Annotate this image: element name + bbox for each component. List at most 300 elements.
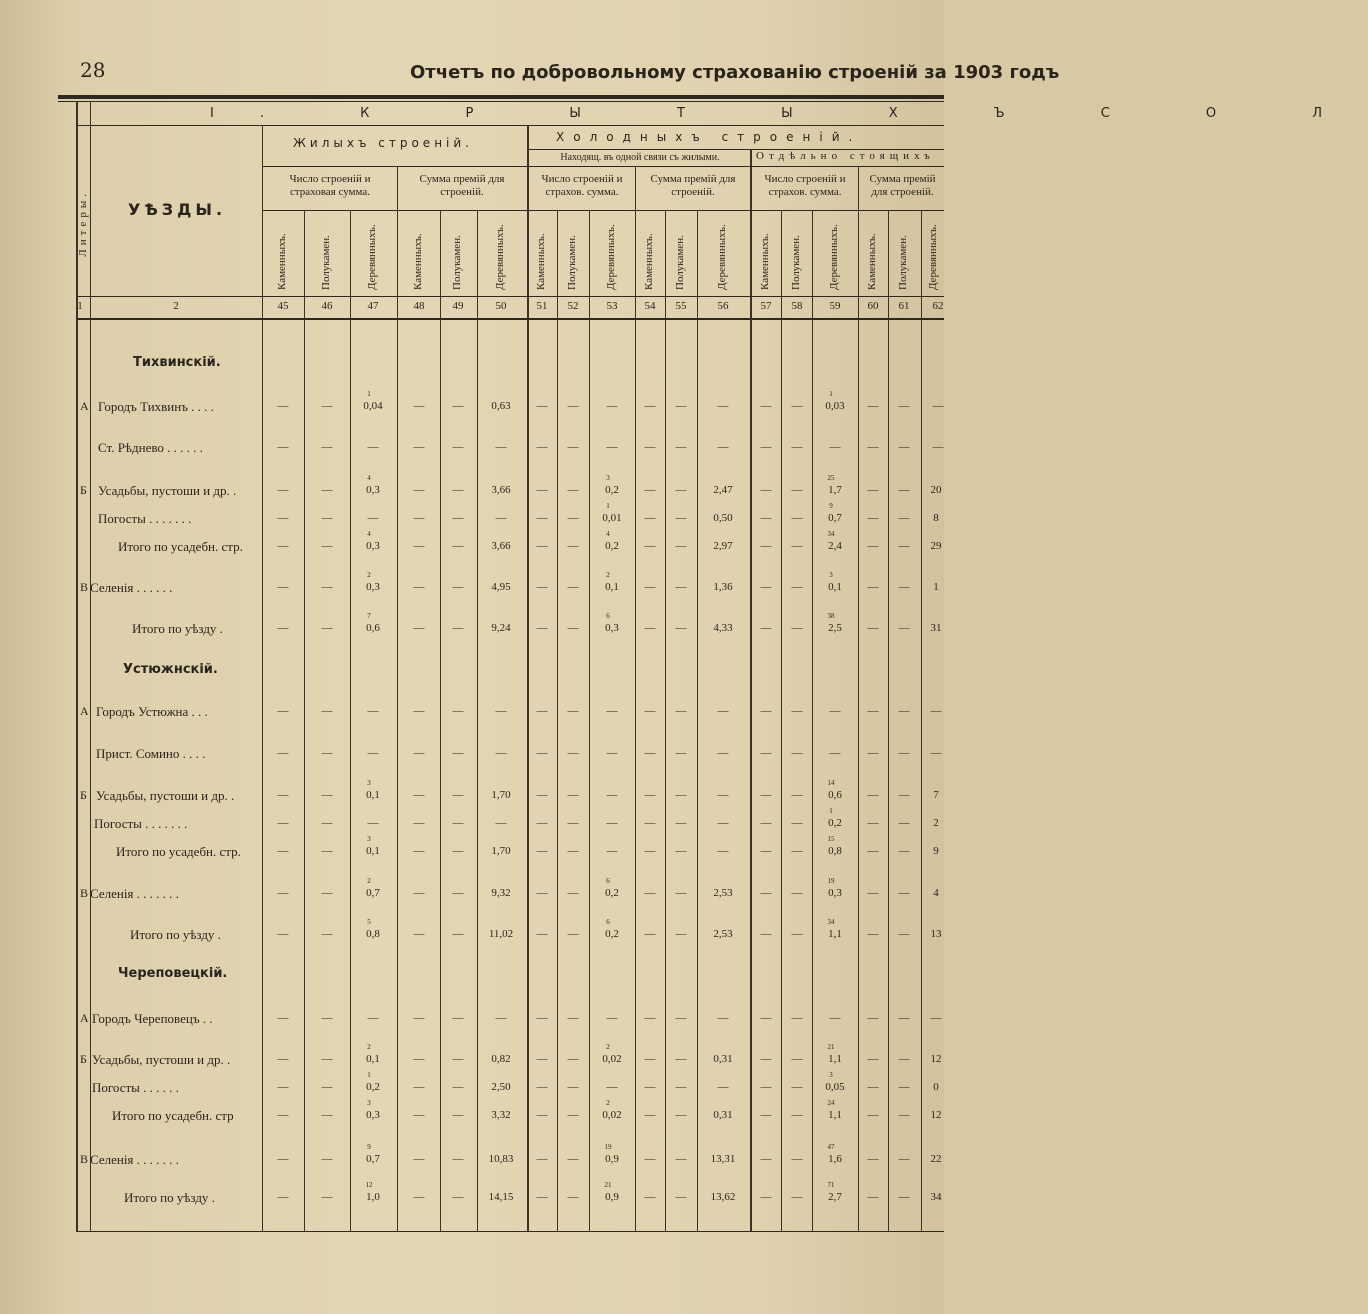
value-cell: 1 [933,581,939,593]
value-cell: 0,1 [605,581,619,593]
empty-cell: — [644,1081,656,1093]
empty-cell: — [675,400,687,412]
header-rule [76,318,944,320]
empty-cell: — [277,705,289,717]
row-label: Итого по усадебн. стр. [116,844,241,859]
column-number: 53 [606,300,618,312]
row-letter: В [80,886,89,900]
top-rule-thin [58,101,944,102]
empty-cell: — [644,817,656,829]
empty-cell: — [644,845,656,857]
empty-cell: — [536,845,548,857]
empty-cell: — [452,1012,464,1024]
row-letter: Б [80,788,87,802]
empty-cell: — [452,705,464,717]
empty-cell: — [413,441,425,453]
empty-cell: — [413,845,425,857]
empty-cell: — [452,789,464,801]
empty-cell: — [791,928,803,940]
count-superscript: 6 [606,877,610,885]
value-cell: 0,9 [605,1153,619,1165]
empty-cell: — [717,441,729,453]
row-label: Итого по уѣзду . [132,621,223,636]
empty-cell: — [567,747,579,759]
row-letter: В [80,580,89,594]
value-cell: — [930,747,942,759]
value-cell: 0,6 [828,789,842,801]
value-cell: 0,01 [602,512,622,524]
empty-cell: — [717,400,729,412]
empty-cell: — [277,845,289,857]
empty-cell: — [898,845,910,857]
empty-cell: — [867,1053,879,1065]
count-superscript: 15 [827,835,835,843]
count-superscript: 4 [367,474,371,482]
value-cell: 1,1 [828,928,842,940]
empty-cell: — [675,441,687,453]
empty-cell: — [321,1053,333,1065]
empty-cell: — [644,789,656,801]
empty-cell: — [277,622,289,634]
count-superscript: 4 [606,530,610,538]
empty-cell: — [791,705,803,717]
value-cell: 0,1 [366,845,380,857]
empty-cell: — [675,887,687,899]
value-cell: 9 [933,845,939,857]
empty-cell: — [536,1081,548,1093]
col-rule [350,210,351,1231]
empty-cell: — [567,845,579,857]
empty-cell: — [791,441,803,453]
empty-cell: — [321,540,333,552]
empty-cell: — [567,789,579,801]
column-number: 54 [644,300,656,312]
empty-cell: — [567,441,579,453]
value-cell: — [606,747,618,759]
page-number: 28 [80,58,106,82]
row-letter: Б [80,483,87,497]
empty-cell: — [898,1153,910,1165]
col-rule [440,210,441,1231]
empty-cell: — [760,1012,772,1024]
empty-cell: — [321,705,333,717]
count-superscript: 3 [829,1071,833,1079]
empty-cell: — [791,400,803,412]
empty-cell: — [606,441,618,453]
col-rule [781,210,782,1231]
value-cell: 0,2 [605,540,619,552]
top-rule [58,95,944,99]
empty-cell: — [321,789,333,801]
value-cell: — [367,512,379,524]
column-number: 1 [77,300,83,312]
empty-cell: — [413,1081,425,1093]
empty-cell: — [644,400,656,412]
value-cell: 0,02 [602,1109,622,1121]
empty-cell: — [536,484,548,496]
value-cell: 0,50 [713,512,733,524]
value-cell: 13 [930,928,942,940]
count-superscript: 3 [367,835,371,843]
value-cell: 0,31 [713,1109,733,1121]
empty-cell: — [277,1081,289,1093]
empty-cell: — [898,622,910,634]
count-sum-header-3: Число строеній и страхов. сумма. [764,173,846,198]
section-title-cherepovets: Череповецкій. [118,966,228,981]
value-cell: 4 [933,887,939,899]
empty-cell: — [867,581,879,593]
empty-cell: — [277,484,289,496]
row-label: Ст. Рѣднево . . . . . . [98,440,203,455]
empty-cell: — [321,581,333,593]
empty-cell: — [760,441,772,453]
count-superscript: 6 [606,918,610,926]
empty-cell: — [452,1081,464,1093]
empty-cell: — [791,1153,803,1165]
column-number: 49 [452,300,464,312]
value-cell: 1,36 [713,581,733,593]
column-number: 55 [675,300,687,312]
row-label: Усадьбы, пустоши и др. . [96,788,235,803]
value-cell: 2,97 [713,540,733,552]
value-cell: 0,1 [366,1053,380,1065]
row-label: Усадьбы, пустоши и др. . [92,1052,231,1067]
premium-header-1: Сумма премій для строеній. [419,173,505,198]
empty-cell: — [675,1081,687,1093]
value-cell: — [495,817,507,829]
empty-cell: — [675,705,687,717]
running-head: Отчетъ по добровольному страхованію строеній за 1903 годъ [410,62,1060,83]
empty-cell: — [277,887,289,899]
column-header-col_polu: Полукамен. [566,235,578,290]
empty-cell: — [867,845,879,857]
empty-cell: — [867,789,879,801]
header-rule [76,296,944,297]
value-cell: — [829,441,841,453]
empty-cell: — [791,1109,803,1121]
empty-cell: — [791,1053,803,1065]
column-number: 59 [829,300,841,312]
value-cell: — [367,747,379,759]
empty-cell: — [791,845,803,857]
empty-cell: — [760,928,772,940]
value-cell: — [717,705,729,717]
sub-connected: Находящ. въ одной связи съ жилыми. [560,152,720,163]
empty-cell: — [321,400,333,412]
count-superscript: 4 [367,530,371,538]
count-superscript: 12 [365,1181,373,1189]
count-superscript: 2 [606,571,610,579]
value-cell: 0,3 [366,484,380,496]
col-rule [750,149,752,1231]
group-cold: Холодныхъ строеній. [556,130,862,144]
empty-cell: — [536,400,548,412]
value-cell: 1,70 [491,845,511,857]
column-header-col_polu: Полукамен. [320,235,332,290]
row-label: Итого по усадебн. стр. [118,539,243,554]
column-header-col_der: Деревянныхъ. [366,224,378,290]
empty-cell: — [536,540,548,552]
value-cell: 3,66 [491,540,511,552]
empty-cell: — [413,705,425,717]
empty-cell: — [536,581,548,593]
empty-cell: — [277,1109,289,1121]
value-cell: 0,6 [366,622,380,634]
value-cell: 31 [930,622,942,634]
col-rule [697,210,698,1231]
empty-cell: — [277,789,289,801]
empty-cell: — [567,540,579,552]
column-header-col_kam: Каменныхъ. [276,233,288,290]
count-superscript: 1 [367,1071,371,1079]
column-header-col_polu: Полукамен. [897,235,909,290]
empty-cell: — [452,1191,464,1203]
empty-cell: — [867,747,879,759]
value-cell: 0,63 [491,400,511,412]
empty-cell: — [413,622,425,634]
empty-cell: — [898,484,910,496]
empty-cell: — [675,928,687,940]
empty-cell: — [898,581,910,593]
count-superscript: 2 [367,877,371,885]
empty-cell: — [760,1153,772,1165]
value-cell: 0,1 [828,581,842,593]
empty-cell: — [567,1153,579,1165]
col-rule [635,166,636,1231]
empty-cell: — [321,1012,333,1024]
row-label: Итого по уѣзду . [130,927,221,942]
value-cell: 0,7 [828,512,842,524]
empty-cell: — [452,1153,464,1165]
row-label: Итого по усадебн. стр [112,1108,234,1123]
count-superscript: 47 [827,1143,835,1151]
empty-cell: — [452,887,464,899]
column-header-col_kam: Каменныхъ. [535,233,547,290]
column-header-col_kam: Каменныхъ. [412,233,424,290]
empty-cell: — [760,540,772,552]
empty-cell: — [791,817,803,829]
empty-cell: — [452,747,464,759]
value-cell: 0,8 [828,845,842,857]
value-cell: 12 [930,1109,942,1121]
count-superscript: 5 [367,918,371,926]
value-cell: 3,32 [491,1109,511,1121]
empty-cell: — [277,817,289,829]
value-cell: 2,53 [713,887,733,899]
column-number: 61 [898,300,910,312]
empty-cell: — [675,1109,687,1121]
empty-cell: — [867,400,879,412]
column-number: 52 [567,300,579,312]
empty-cell: — [536,1053,548,1065]
row-label: Селенія . . . . . . . [90,886,179,901]
empty-cell: — [867,817,879,829]
empty-cell: — [675,512,687,524]
row-letter: А [80,1011,89,1025]
col-rule [477,210,478,1231]
empty-cell: — [413,1053,425,1065]
empty-cell: — [413,512,425,524]
column-number: 50 [495,300,507,312]
empty-cell: — [760,1191,772,1203]
empty-cell: — [413,1109,425,1121]
empty-cell: — [644,887,656,899]
empty-cell: — [791,789,803,801]
empty-cell: — [760,1053,772,1065]
empty-cell: — [277,928,289,940]
empty-cell: — [413,581,425,593]
empty-cell: — [867,1109,879,1121]
row-label: Городъ Тихвинъ . . . . [98,399,214,414]
empty-cell: — [452,512,464,524]
empty-cell: — [932,441,944,453]
empty-cell: — [791,540,803,552]
column-number: 45 [277,300,289,312]
empty-cell: — [536,512,548,524]
empty-cell: — [675,789,687,801]
row-label: Погосты . . . . . . . [98,511,192,526]
value-cell: 1,1 [828,1109,842,1121]
empty-cell: — [898,512,910,524]
column-header-col_kam: Каменныхъ. [866,233,878,290]
count-superscript: 1 [606,502,610,510]
empty-cell: — [277,1053,289,1065]
count-sum-header-1: Число строеній и страховая сумма. [289,173,371,198]
col-rule [888,210,889,1231]
count-superscript: 3 [606,474,610,482]
value-cell: — [367,817,379,829]
empty-cell: — [898,441,910,453]
value-cell: 0 [933,1081,939,1093]
empty-cell: — [867,928,879,940]
empty-cell: — [760,1081,772,1093]
count-superscript: 2 [606,1099,610,1107]
empty-cell: — [675,845,687,857]
count-superscript: 21 [604,1181,612,1189]
value-cell: — [606,705,618,717]
empty-cell: — [452,845,464,857]
column-header-col_polu: Полукамен. [451,235,463,290]
count-superscript: 2 [606,1043,610,1051]
empty-cell: — [413,928,425,940]
empty-cell: — [867,540,879,552]
row-letter: А [80,399,89,413]
count-superscript: 6 [606,612,610,620]
empty-cell: — [898,705,910,717]
empty-cell: — [791,1081,803,1093]
empty-cell: — [760,705,772,717]
empty-cell: — [413,1191,425,1203]
count-sum-header-2: Число строеній и страхов. сумма. [541,173,623,198]
empty-cell: — [791,512,803,524]
value-cell: 8 [933,512,939,524]
value-cell: 0,02 [602,1053,622,1065]
value-cell: 0,82 [491,1053,511,1065]
empty-cell: — [675,747,687,759]
value-cell: 1,70 [491,789,511,801]
empty-cell: — [644,441,656,453]
value-cell: 0,05 [825,1081,845,1093]
empty-cell: — [413,887,425,899]
empty-cell: — [452,1109,464,1121]
row-label: Погосты . . . . . . . [94,816,188,831]
empty-cell: — [760,1109,772,1121]
empty-cell: — [675,817,687,829]
value-cell: 13,62 [710,1191,736,1203]
empty-cell: — [760,789,772,801]
empty-cell: — [567,400,579,412]
value-cell: — [495,1012,507,1024]
empty-cell: — [675,1053,687,1065]
value-cell: 2,47 [713,484,733,496]
empty-cell: — [536,441,548,453]
count-superscript: 34 [827,918,835,926]
empty-cell: — [644,540,656,552]
empty-cell: — [675,540,687,552]
empty-cell: — [536,887,548,899]
row-label: Селенія . . . . . . . [90,1152,179,1167]
empty-cell: — [567,1053,579,1065]
value-cell: — [367,705,379,717]
empty-cell: — [452,581,464,593]
column-number: 51 [536,300,548,312]
empty-cell: — [898,1012,910,1024]
value-cell: — [829,747,841,759]
empty-cell: — [413,1012,425,1024]
empty-cell: — [452,1053,464,1065]
empty-cell: — [452,540,464,552]
empty-cell: — [644,747,656,759]
value-cell: 0,3 [366,540,380,552]
empty-cell: — [567,484,579,496]
col-rule [304,210,305,1231]
empty-cell: — [791,887,803,899]
value-cell: 0,7 [366,887,380,899]
col-rule [262,125,263,1231]
col-rule [665,210,666,1231]
empty-cell: — [867,512,879,524]
empty-cell: — [644,622,656,634]
value-cell: 9,32 [491,887,511,899]
empty-cell: — [932,400,944,412]
empty-cell: — [321,441,333,453]
empty-cell: — [536,747,548,759]
empty-cell: — [567,1191,579,1203]
value-cell: 0,9 [605,1191,619,1203]
col-rule [90,101,91,1231]
value-cell: 0,3 [605,622,619,634]
value-cell: 0,2 [605,928,619,940]
value-cell: 13,31 [710,1153,736,1165]
value-cell: 0,2 [366,1081,380,1093]
empty-cell: — [867,484,879,496]
empty-cell: — [898,400,910,412]
empty-cell: — [760,512,772,524]
uezdy-header: УѢЗДЫ. [128,200,227,219]
count-superscript: 14 [827,779,835,787]
section-title-tikhvin: Тихвинскій. [133,355,221,370]
count-superscript: 3 [829,571,833,579]
row-label: Селенія . . . . . . [90,580,173,595]
value-cell: — [930,1012,942,1024]
empty-cell: — [567,705,579,717]
row-letter: В [80,1152,89,1166]
empty-cell: — [791,1191,803,1203]
empty-cell: — [791,484,803,496]
empty-cell: — [536,928,548,940]
empty-cell: — [675,1191,687,1203]
value-cell: — [606,789,618,801]
